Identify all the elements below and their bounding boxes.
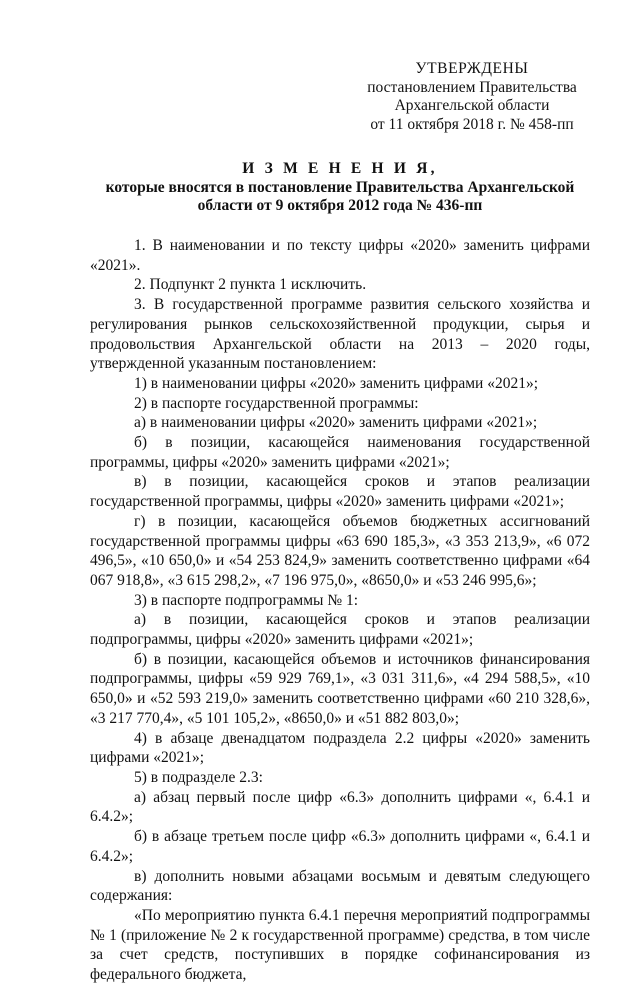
body-paragraph: а) в позиции, касающейся сроков и этапов реализации подпрограммы, цифры «2020» заменить цифрами «2021»; <box>90 611 590 649</box>
body-paragraph: в) в позиции, касающейся сроков и этапов реализации государственной программы, цифры «2020» заменить цифрами «2021»; <box>90 473 590 511</box>
body-paragraph: 1) в наименовании цифры «2020» заменить цифрами «2021»; <box>134 374 539 392</box>
body-paragraph: «По мероприятию пункта 6.4.1 перечня мероприятий подпрограммы № 1 (приложение № 2 к государственной программе) средства, в том числе за счет средств, поступивших в порядке софинансирования из федерального бюджета, <box>90 906 590 984</box>
document-title <box>90 160 590 216</box>
body-paragraph: 2) в паспорте государственной программы: <box>134 394 419 412</box>
title-subline-1: которые вносятся в постановление Правительства Архангельской <box>105 178 575 196</box>
body-paragraph: а) абзац первый после цифр «6.3» дополнить цифрами «, 6.4.1 и 6.4.2»; <box>90 788 590 826</box>
body-paragraph: 1. В наименовании и по тексту цифры «2020» заменить цифрами «2021». <box>90 237 590 274</box>
body-paragraph: 3. В государственной программе развития сельского хозяйства и регулирования рынков сельскохозяйственной продукции, сырья и продовольствия Архангельской области на 2013 – 2020 годы, утвержденной указанным постановлением: <box>90 296 590 373</box>
body-paragraph: г) в позиции, касающейся объемов бюджетных ассигнований государственной программы цифры «63 690 185,3», «3 353 213,9», «6 072 496,5», «10 650,0» и «54 253 824,9» заменить соответственно цифрами «64 067 918,8», «3 615 298,2», «7 196 975,0», «8650,0» и «53 246 995,6»; <box>90 512 590 589</box>
body-paragraph: в) дополнить новыми абзацами восьмым и девятым следующего содержания: <box>90 867 590 905</box>
body-paragraph: 5) в подразделе 2.3: <box>134 768 263 786</box>
approval-stamp <box>352 60 592 134</box>
approval-region-line: Архангельской области <box>394 97 550 114</box>
title-subline-2: области от 9 октября 2012 года № 436-пп <box>197 197 483 214</box>
approval-decree-line: постановлением Правительства <box>367 78 577 96</box>
approval-date-line: от 11 октября 2018 г. № 458-пп <box>370 115 574 133</box>
body-paragraph: 4) в абзаце двенадцатом подраздела 2.2 цифры «2020» заменить цифрами «2021»; <box>90 729 590 767</box>
body-paragraph: б) в абзаце третьем после цифр «6.3» дополнить цифрами «, 6.4.1 и 6.4.2»; <box>90 828 590 865</box>
body-paragraph: 2. Подпункт 2 пункта 1 исключить. <box>134 276 367 294</box>
body-paragraph: а) в наименовании цифры «2020» заменить цифрами «2021»; <box>134 414 538 432</box>
approval-approved-label: УТВЕРЖДЕНЫ <box>415 60 529 77</box>
body-paragraph: б) в позиции, касающейся наименования государственной программы, цифры «2020» заменить цифрами «2021»; <box>90 434 590 471</box>
body-paragraph: б) в позиции, касающейся объемов и источников финансирования подпрограммы, цифры «59 929 769,1», «3 031 311,6», «4 294 588,5», «10 650,0» и «52 593 219,0» заменить соответственно цифрами «60 210 328,6», «3 217 770,4», «5 101 105,2», «8650,0» и «51 882 803,0»; <box>90 650 590 727</box>
document-body <box>90 236 590 985</box>
title-heading: И З М Е Н Е Н И Я, <box>242 160 438 177</box>
body-paragraph: 3) в паспорте подпрограммы № 1: <box>134 591 359 609</box>
